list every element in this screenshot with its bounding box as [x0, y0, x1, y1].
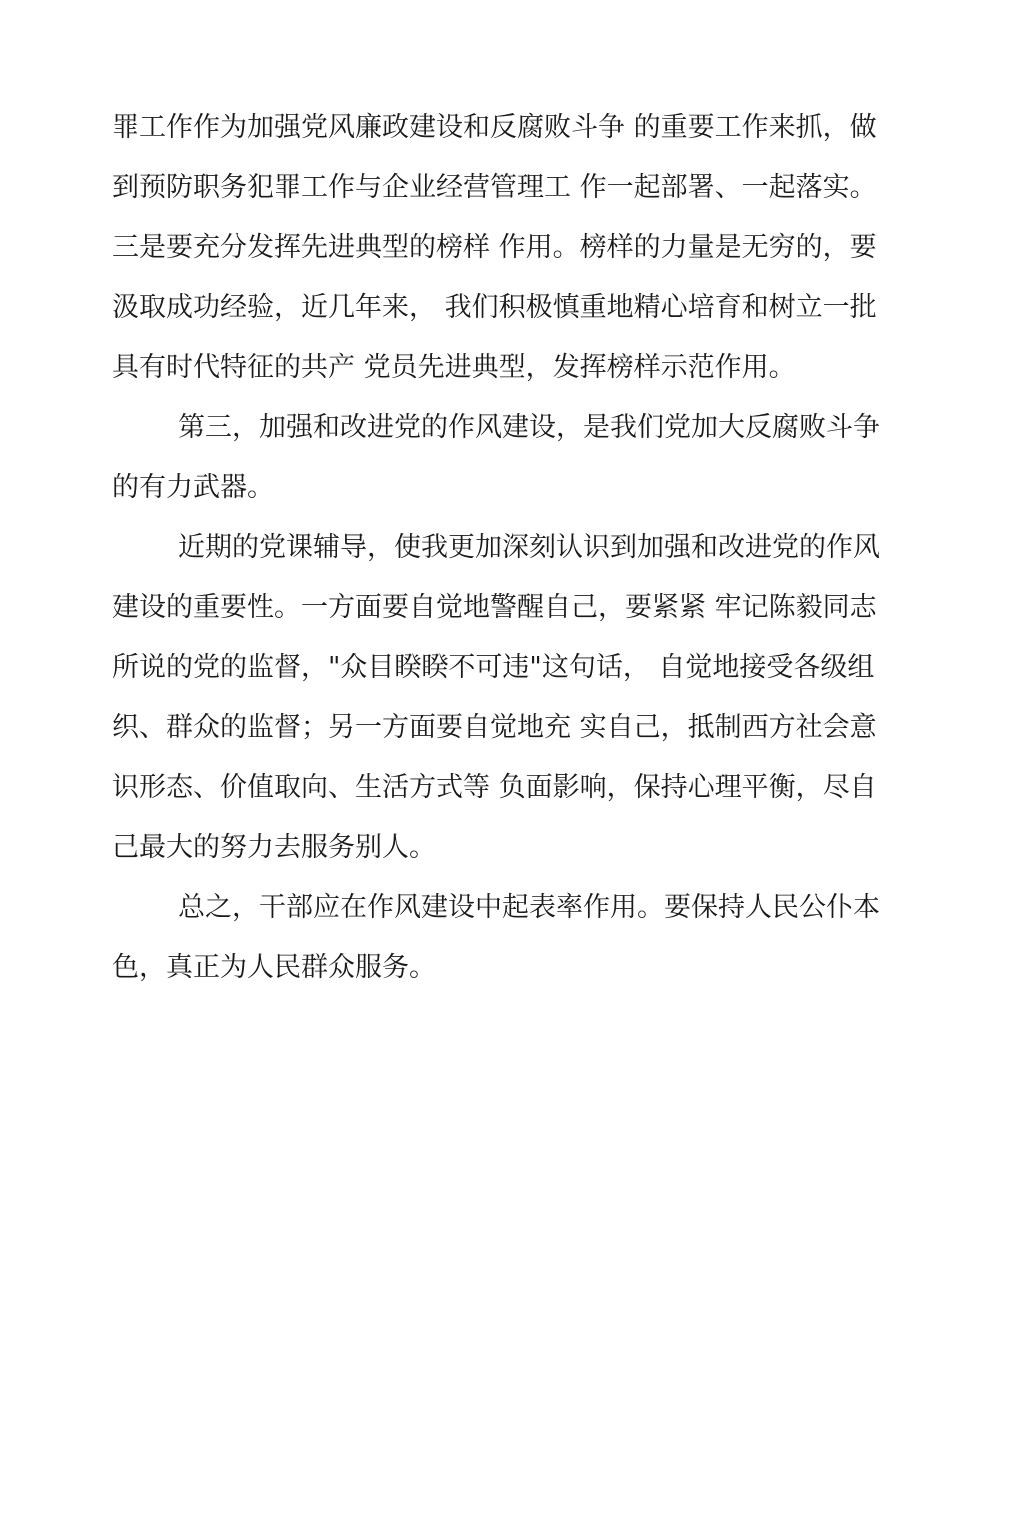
paragraph-3 [112, 518, 932, 878]
text-line: 织、群众的监督；另一方面要自觉地充 实自己，抵制西方社会意 [112, 712, 877, 743]
paragraph-1 [112, 98, 932, 398]
text-line: 色，真正为人民群众服务。 [112, 952, 436, 983]
text-line: 三是要充分发挥先进典型的榜样 作用。榜样的力量是无穷的，要 [112, 232, 877, 263]
text-line: 第三，加强和改进党的作风建设，是我们党加大反腐败斗争 [178, 412, 880, 443]
text-line: 汲取成功经验，近几年来， 我们积极慎重地精心培育和树立一批 [112, 292, 877, 323]
text-line: 己最大的努力去服务别人。 [112, 832, 436, 863]
paragraph-4 [112, 878, 932, 998]
paragraph-2 [112, 398, 932, 518]
text-line: 罪工作作为加强党风廉政建设和反腐败斗争 的重要工作来抓，做 [112, 112, 877, 143]
text-line: 识形态、价值取向、生活方式等 负面影响，保持心理平衡，尽自 [112, 772, 877, 803]
text-line: 近期的党课辅导，使我更加深刻认识到加强和改进党的作风 [178, 532, 880, 563]
document-body [112, 98, 932, 998]
text-line: 总之，干部应在作风建设中起表率作用。要保持人民公仆本 [178, 892, 880, 923]
text-line: 所说的党的监督，"众目睽睽不可违"这句话， 自觉地接受各级组 [112, 652, 875, 683]
text-line: 具有时代特征的共产 党员先进典型，发挥榜样示范作用。 [112, 352, 796, 383]
text-line: 建设的重要性。一方面要自觉地警醒自己，要紧紧 牢记陈毅同志 [112, 592, 877, 623]
text-line: 的有力武器。 [112, 472, 274, 503]
text-line: 到预防职务犯罪工作与企业经营管理工 作一起部署、一起落实。 [112, 172, 877, 203]
